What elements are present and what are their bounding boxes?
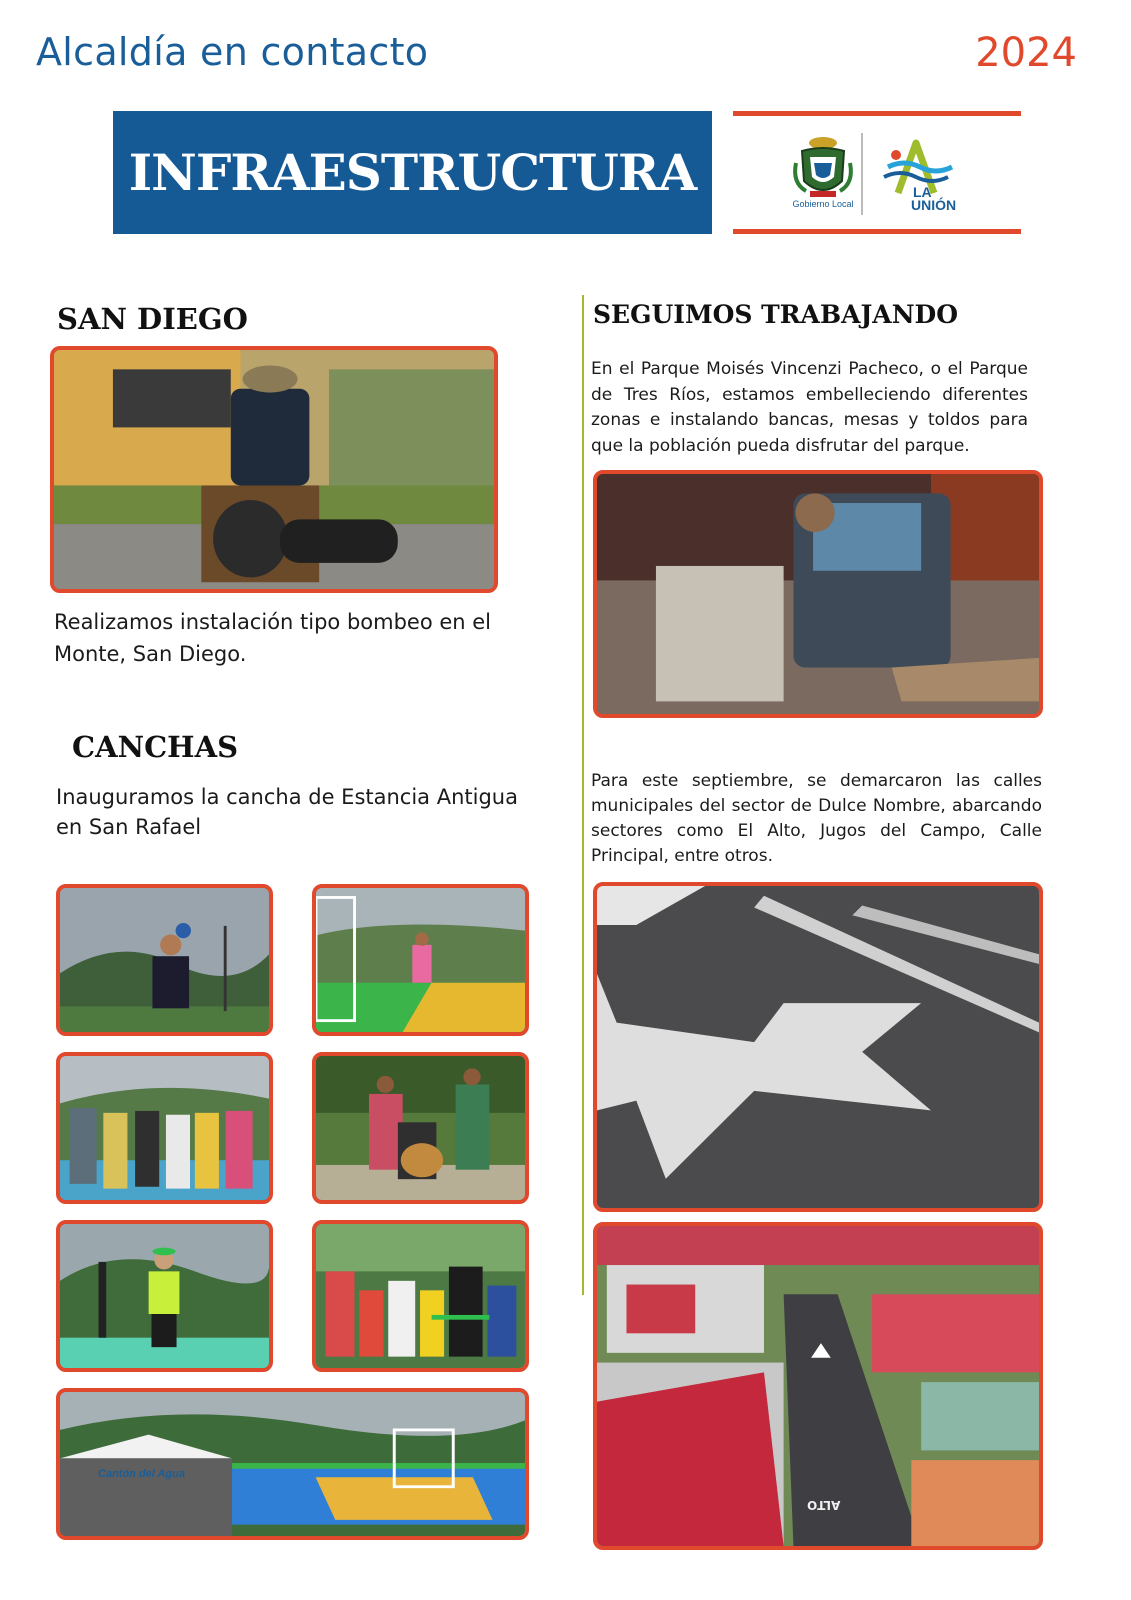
photo-san-diego-pump (50, 346, 498, 593)
san-diego-caption: Realizamos instalación tipo bombeo en el Monte, San Diego. (54, 610, 492, 666)
photo-cancha-1 (56, 884, 273, 1036)
photo-cancha-3 (56, 1052, 273, 1204)
section-banner-label: INFRAESTRUCTURA (128, 143, 697, 202)
section-banner (113, 111, 712, 234)
seguimos-text: En el Parque Moisés Vincenzi Pacheco, o el Parque de Tres Ríos, estamos embelleciendo diferentes zonas e instalando bancas, mesas y toldos para que la población pueda disfrutar del parque. (591, 359, 1028, 456)
photo-street-arrow-marking (593, 882, 1043, 1212)
municipal-logo (733, 111, 1021, 234)
logo-subtitle: Gobierno Local (792, 199, 854, 209)
logo-separator (861, 133, 863, 215)
logo-union-la: LA (913, 184, 932, 200)
logo-union-text (911, 186, 956, 212)
san-diego-title: SAN DIEGO (57, 302, 248, 336)
logo-bottom-rule (733, 229, 1021, 234)
canchas-text: Inauguramos la cancha de Estancia Antigua en San Rafael (56, 785, 518, 839)
column-divider (582, 295, 584, 1295)
photo-cancha-7 (56, 1388, 529, 1540)
canchas-title: CANCHAS (72, 730, 239, 764)
demarcacion-text: Para este septiembre, se demarcaron las calles municipales del sector de Dulce Nombre, abarcando sectores como El Alto, Jugos del Campo, Calle Principal, entre otros. (591, 771, 1042, 866)
tent-label: Cantón del Agua (98, 1468, 185, 1480)
photo-cancha-4 (312, 1052, 529, 1204)
photo-cancha-6 (312, 1220, 529, 1372)
logo-top-rule (733, 111, 1021, 116)
photo-cancha-5 (56, 1220, 273, 1372)
photo-cancha-2 (312, 884, 529, 1036)
newsletter-year: 2024 (975, 30, 1077, 76)
photo-aerial-el-alto (593, 1222, 1043, 1550)
logo-union-name: UNIÓN (911, 197, 957, 213)
photo-parque-bench (593, 470, 1043, 718)
newsletter-title: Alcaldía en contacto (36, 30, 429, 74)
road-text: ALTO (807, 1498, 841, 1512)
seguimos-title: SEGUIMOS TRABAJANDO (593, 300, 959, 329)
